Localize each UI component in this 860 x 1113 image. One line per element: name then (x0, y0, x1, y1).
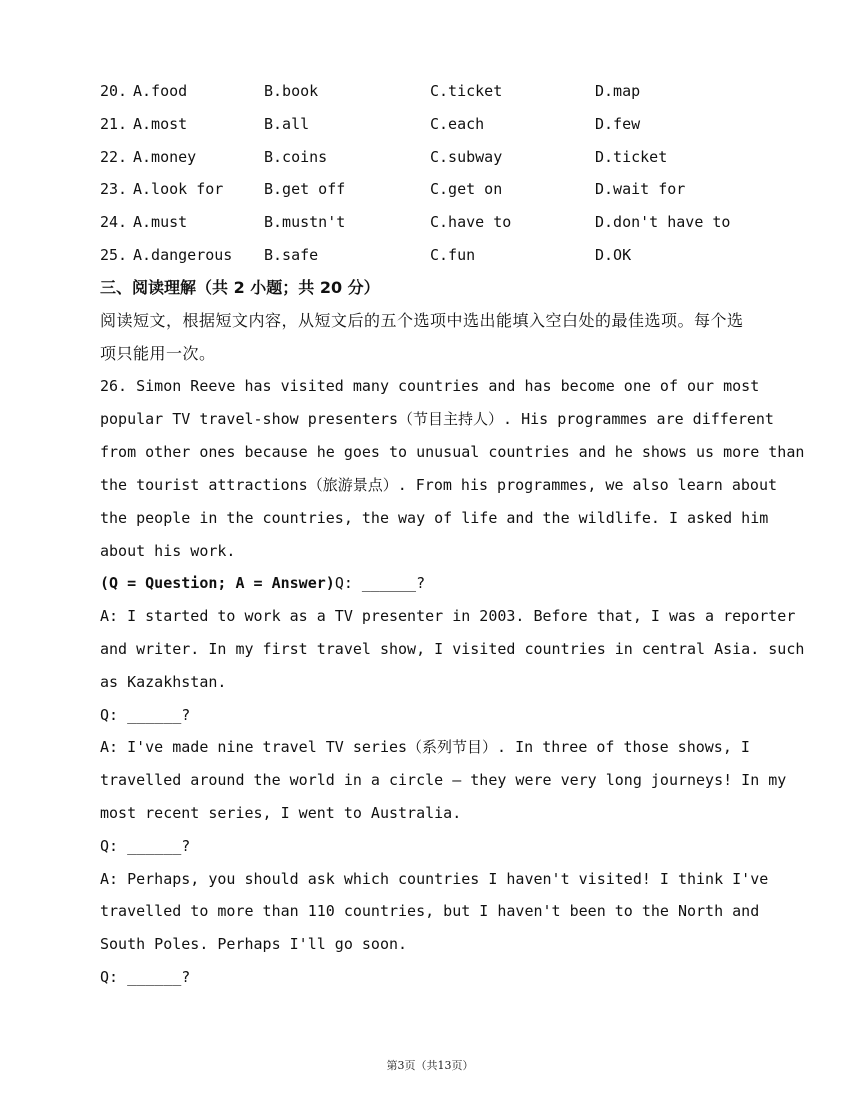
option-c: C.fun (430, 246, 476, 264)
section-heading: 三、阅读理解（共 2 小题；共 20 分） (100, 278, 380, 297)
option-c: C.have to (430, 213, 512, 231)
qa-key: (Q = Question; A = Answer) (100, 574, 335, 592)
question-blank: Q: ______? (334, 574, 426, 592)
answer-line: A: I've made nine travel TV series（系列节目）. In three of those shows, I (100, 738, 750, 756)
answer-line: South Poles. Perhaps I'll go soon. (100, 935, 408, 953)
option-b: B.safe (264, 246, 319, 264)
option-b: B.mustn't (264, 213, 346, 231)
option-c: C.ticket (430, 82, 503, 100)
question-blank: Q: ______? (100, 706, 191, 724)
option-b: B.coins (264, 148, 328, 166)
question-number: 23. (100, 180, 128, 198)
option-b: B.all (264, 115, 310, 133)
answer-line: travelled around the world in a circle — they were very long journeys! In my (100, 771, 787, 789)
answer-line: most recent series, I went to Australia. (100, 804, 462, 822)
answer-line: travelled to more than 110 countries, but I haven't been to the North and (100, 902, 760, 920)
option-a: A.dangerous (133, 246, 233, 264)
passage-line: the people in the countries, the way of life and the wildlife. I asked him (100, 509, 769, 527)
question-number: 24. (100, 213, 128, 231)
passage-line: from other ones because he goes to unusual countries and he shows us more than (100, 443, 805, 461)
option-b: B.get off (264, 180, 346, 198)
question-blank: Q: ______? (100, 837, 191, 855)
option-d: D.few (595, 115, 641, 133)
option-d: D.map (595, 82, 641, 100)
option-d: D.OK (595, 246, 632, 264)
answer-line: and writer. In my first travel show, I visited countries in central Asia. such (100, 640, 805, 658)
option-a: A.look for (133, 180, 224, 198)
answer-line: as Kazakhstan. (100, 673, 227, 691)
instruction-line: 项只能用一次。 (100, 344, 216, 363)
question-blank: Q: ______? (100, 968, 191, 986)
passage-line: 26. Simon Reeve has visited many countries and has become one of our most (100, 377, 760, 395)
instruction-line: 阅读短文，根据短文内容，从短文后的五个选项中选出能填入空白处的最佳选项。每个选 (100, 311, 744, 330)
question-number: 20. (100, 82, 128, 100)
option-a: A.must (133, 213, 188, 231)
option-d: D.don't have to (595, 213, 731, 231)
option-d: D.wait for (595, 180, 686, 198)
option-c: C.subway (430, 148, 503, 166)
option-b: B.book (264, 82, 319, 100)
qa-key-line (100, 571, 765, 595)
passage-line: the tourist attractions（旅游景点）. From his programmes, we also learn about (100, 476, 778, 494)
option-c: C.each (430, 115, 485, 133)
question-number: 22. (100, 148, 128, 166)
page-footer: 第3页（共13页） (386, 1059, 474, 1072)
option-a: A.food (133, 82, 188, 100)
question-number: 25. (100, 246, 128, 264)
option-a: A.money (133, 148, 197, 166)
answer-line: A: I started to work as a TV presenter in 2003. Before that, I was a reporter (100, 607, 796, 625)
option-d: D.ticket (595, 148, 668, 166)
question-number: 21. (100, 115, 128, 133)
passage-line: about his work. (100, 542, 236, 560)
option-c: C.get on (430, 180, 503, 198)
passage-line: popular TV travel-show presenters（节目主持人）. His programmes are different (100, 410, 774, 428)
answer-line: A: Perhaps, you should ask which countries I haven't visited! I think I've (100, 870, 769, 888)
option-a: A.most (133, 115, 188, 133)
